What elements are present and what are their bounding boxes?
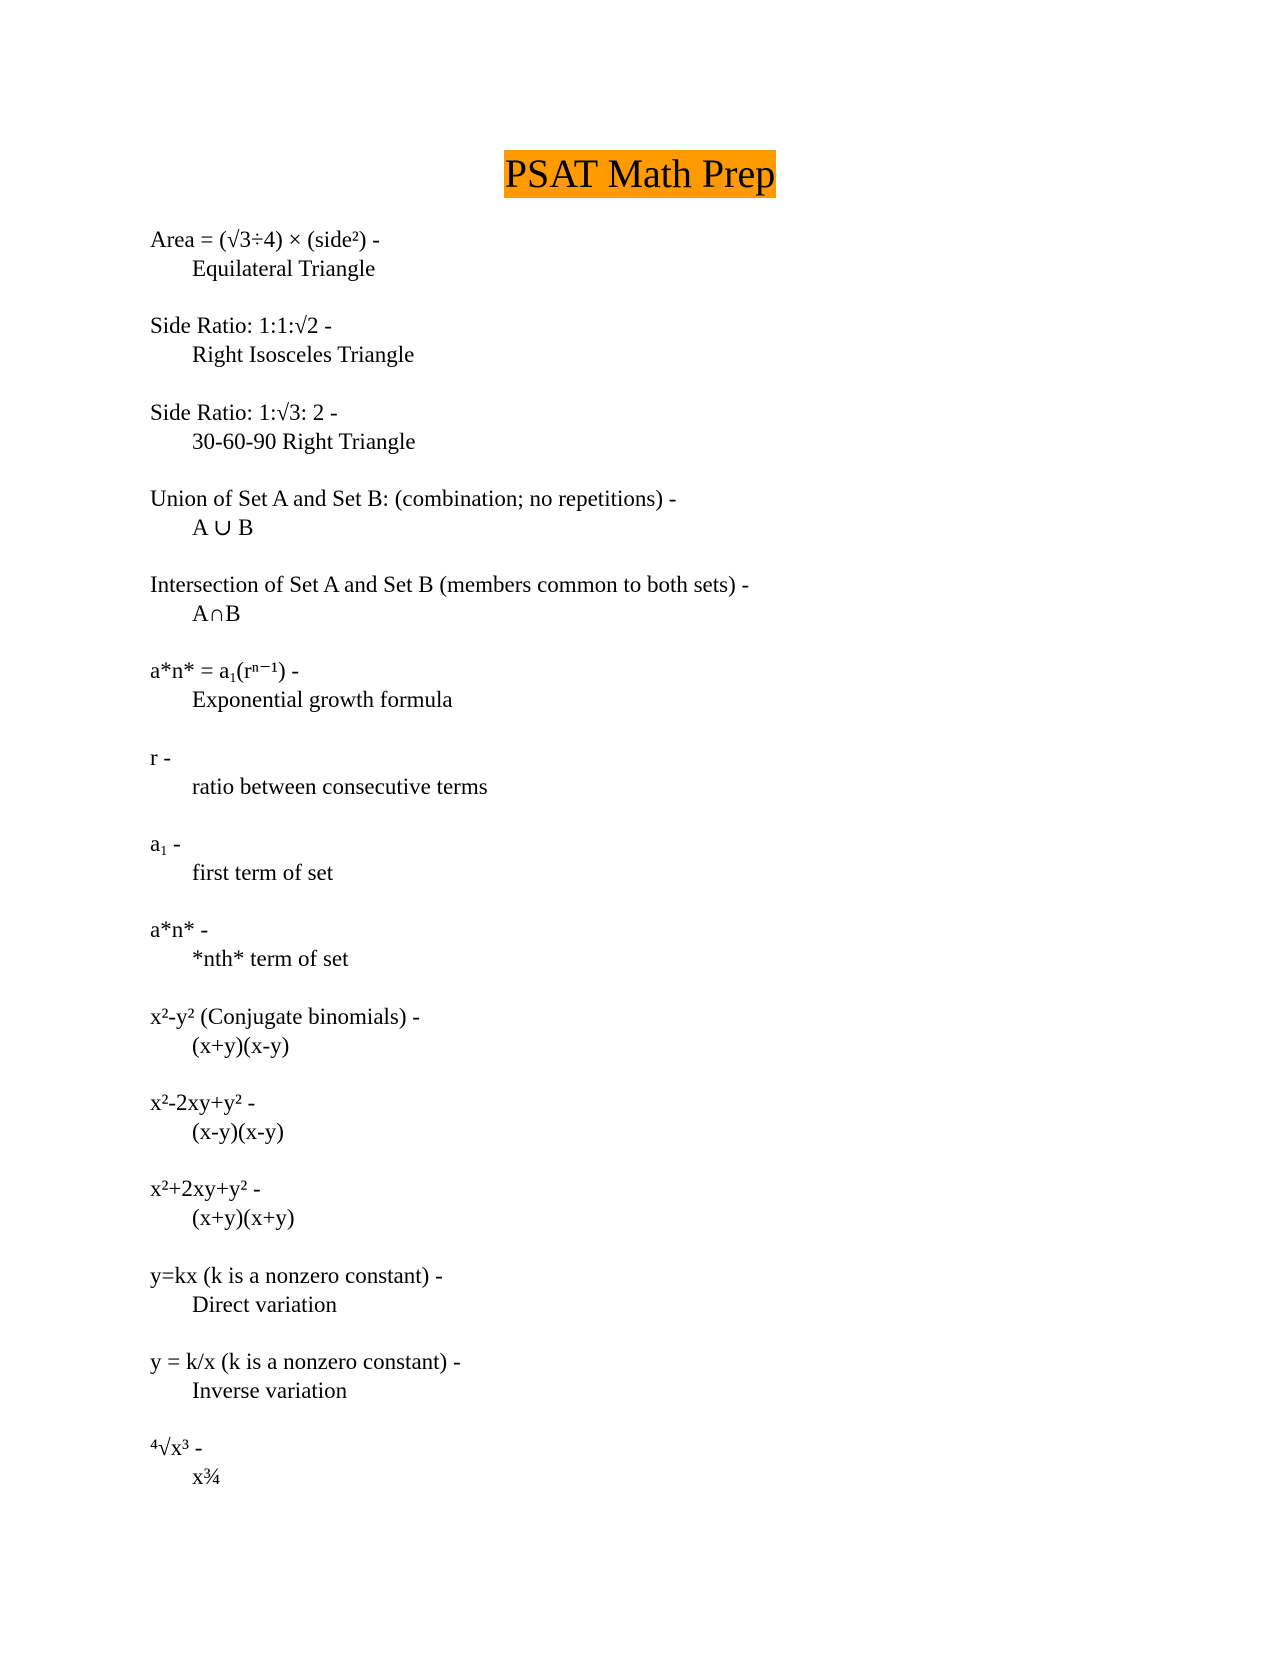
list-item bbox=[150, 1088, 1150, 1174]
entry-definition: (x+y)(x-y) bbox=[192, 1032, 290, 1058]
list-item bbox=[150, 829, 1150, 915]
title-container bbox=[0, 150, 1280, 198]
entry-definition: Direct variation bbox=[192, 1291, 337, 1317]
term-text: (rⁿ⁻¹) - bbox=[236, 658, 300, 684]
entry-definition: (x+y)(x+y) bbox=[192, 1205, 295, 1231]
list-item bbox=[150, 225, 1150, 311]
entry-definition: A ∪ B bbox=[192, 514, 254, 540]
entry-definition: A∩B bbox=[192, 601, 241, 627]
list-item bbox=[150, 1433, 1150, 1519]
term-text: a*n* = a bbox=[150, 658, 230, 684]
entry-definition: *nth* term of set bbox=[192, 946, 349, 972]
term-subscript: 1 bbox=[229, 671, 237, 687]
entry-term bbox=[150, 829, 1150, 858]
entry-term: Side Ratio: 1:√3: 2 - bbox=[150, 399, 338, 425]
entry-term: Union of Set A and Set B: (combination; no repetitions) - bbox=[150, 485, 677, 511]
entry-definition: 30-60-90 Right Triangle bbox=[192, 428, 416, 454]
term-text: - bbox=[167, 831, 181, 857]
list-item bbox=[150, 1002, 1150, 1088]
page-title: PSAT Math Prep bbox=[504, 151, 776, 196]
list-item bbox=[150, 398, 1150, 484]
entry-term: x²-y² (Conjugate binomials) - bbox=[150, 1003, 420, 1029]
list-item bbox=[150, 1174, 1150, 1260]
entry-definition: x¾ bbox=[192, 1464, 221, 1490]
term-text: a bbox=[150, 831, 161, 857]
entry-definition: Exponential growth formula bbox=[192, 687, 453, 713]
entry-definition: Equilateral Triangle bbox=[192, 256, 376, 281]
entry-term: r - bbox=[150, 744, 172, 770]
entry-definition: Right Isosceles Triangle bbox=[192, 342, 415, 368]
entry-definition: Inverse variation bbox=[192, 1377, 348, 1403]
list-item bbox=[150, 656, 1150, 742]
entry-term: Side Ratio: 1:1:√2 - bbox=[150, 313, 332, 339]
entry-term: ⁴√x³ - bbox=[150, 1435, 203, 1461]
list-item bbox=[150, 484, 1150, 570]
entry-term: a*n* - bbox=[150, 917, 209, 943]
entry-term: x²-2xy+y² - bbox=[150, 1089, 256, 1115]
list-item bbox=[150, 915, 1150, 1001]
entry-term: y=kx (k is a nonzero constant) - bbox=[150, 1262, 443, 1288]
entry-term: Area = (√3÷4) × (side²) - bbox=[150, 227, 380, 252]
list-item bbox=[150, 1261, 1150, 1347]
entry-definition: first term of set bbox=[192, 860, 334, 886]
entry-term: y = k/x (k is a nonzero constant) - bbox=[150, 1348, 461, 1374]
entry-term bbox=[150, 656, 1150, 685]
flashcard-list bbox=[150, 225, 1150, 1519]
list-item bbox=[150, 570, 1150, 656]
entry-term: Intersection of Set A and Set B (members common to both sets) - bbox=[150, 572, 750, 598]
list-item bbox=[150, 311, 1150, 397]
entry-definition: ratio between consecutive terms bbox=[192, 773, 488, 799]
list-item bbox=[150, 1347, 1150, 1433]
entry-term: x²+2xy+y² - bbox=[150, 1176, 261, 1202]
entry-definition: (x-y)(x-y) bbox=[192, 1118, 284, 1144]
term-subscript: 1 bbox=[160, 844, 168, 860]
list-item bbox=[150, 743, 1150, 829]
